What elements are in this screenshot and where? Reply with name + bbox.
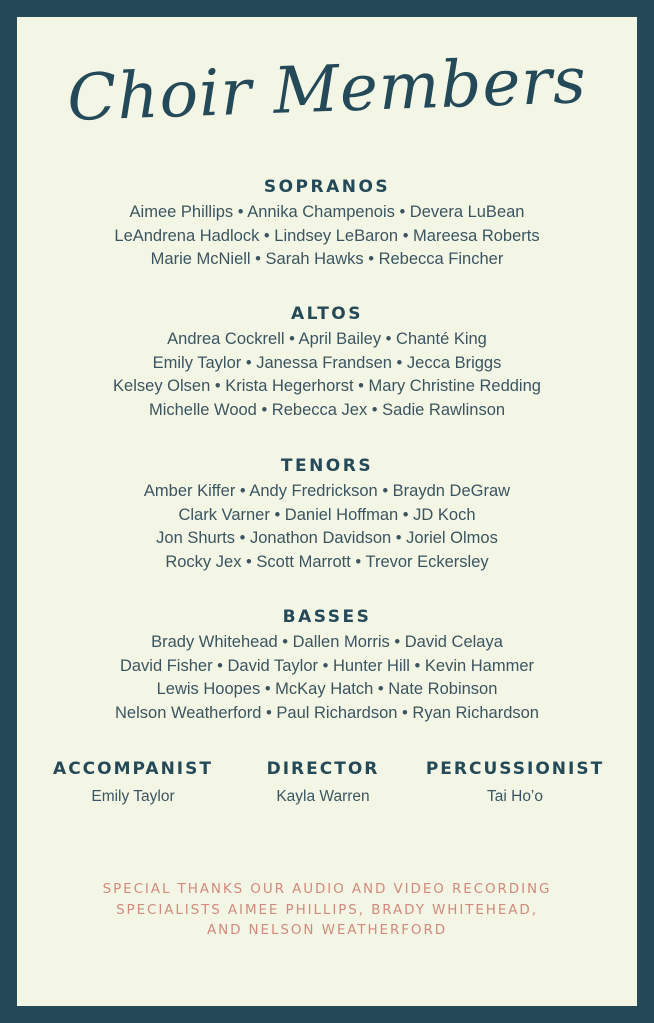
member-line: Andrea Cockrell • April Bailey • Chanté King (167, 330, 487, 348)
member-line: Michelle Wood • Rebecca Jex • Sadie Rawlinson (148, 400, 506, 419)
role-heading: ACCOMPANIST (53, 759, 213, 779)
page-title: Choir Members (66, 43, 588, 137)
member-line: Aimee Phillips • Annika Champenois • Devera LuBean (129, 203, 525, 221)
thanks-line: AND NELSON WEATHERFORD (206, 922, 448, 938)
member-line: Jon Shurts • Jonathon Davidson • Joriel Olmos (156, 529, 498, 548)
section-sopranos (17, 177, 637, 272)
thanks-line: SPECIAL THANKS OUR AUDIO AND VIDEO RECORDING (102, 881, 552, 897)
role-heading: PERCUSSIONIST (425, 759, 605, 779)
section-heading: SOPRANOS (263, 177, 391, 197)
member-line: Lewis Hoopes • McKay Hatch • Nate Robinson (156, 680, 498, 699)
role-name: Kayla Warren (276, 788, 370, 805)
member-line: Emily Taylor • Janessa Frandsen • Jecca Briggs (152, 353, 502, 372)
section-altos (17, 304, 637, 422)
member-line: Brady Whitehead • Dallen Morris • David Celaya (151, 633, 503, 651)
role-heading: DIRECTOR (266, 759, 380, 779)
section-heading: BASSES (282, 607, 372, 627)
member-line: Clark Varner • Daniel Hoffman • JD Koch (178, 505, 476, 524)
role-name: Emily Taylor (91, 788, 175, 805)
member-line: Marie McNiell • Sarah Hawks • Rebecca Fincher (150, 250, 504, 269)
role-name: Tai Ho’o (487, 788, 543, 805)
thanks-line: SPECIALISTS AIMEE PHILLIPS, BRADY WHITEHEAD, (116, 901, 538, 918)
section-heading: ALTOS (291, 304, 363, 324)
member-line: David Fisher • David Taylor • Hunter Hill • Kevin Hammer (119, 656, 535, 675)
section-tenors (17, 456, 637, 574)
member-line: Kelsey Olsen • Krista Hegerhorst • Mary Christine Redding (113, 377, 541, 396)
member-line: LeAndrena Hadlock • Lindsey LeBaron • Mareesa Roberts (114, 226, 540, 245)
member-line: Nelson Weatherford • Paul Richardson • Ryan Richardson (115, 703, 539, 722)
role-percussionist (415, 759, 615, 806)
role-accompanist (43, 759, 223, 806)
member-line: Rocky Jex • Scott Marrott • Trevor Eckersley (165, 552, 489, 571)
special-thanks (57, 879, 597, 941)
section-heading: TENORS (280, 456, 374, 476)
program-card (17, 17, 637, 1006)
section-basses (17, 607, 637, 725)
member-line: Amber Kiffer • Andy Fredrickson • Braydn DeGraw (143, 482, 511, 500)
role-director (243, 759, 403, 806)
